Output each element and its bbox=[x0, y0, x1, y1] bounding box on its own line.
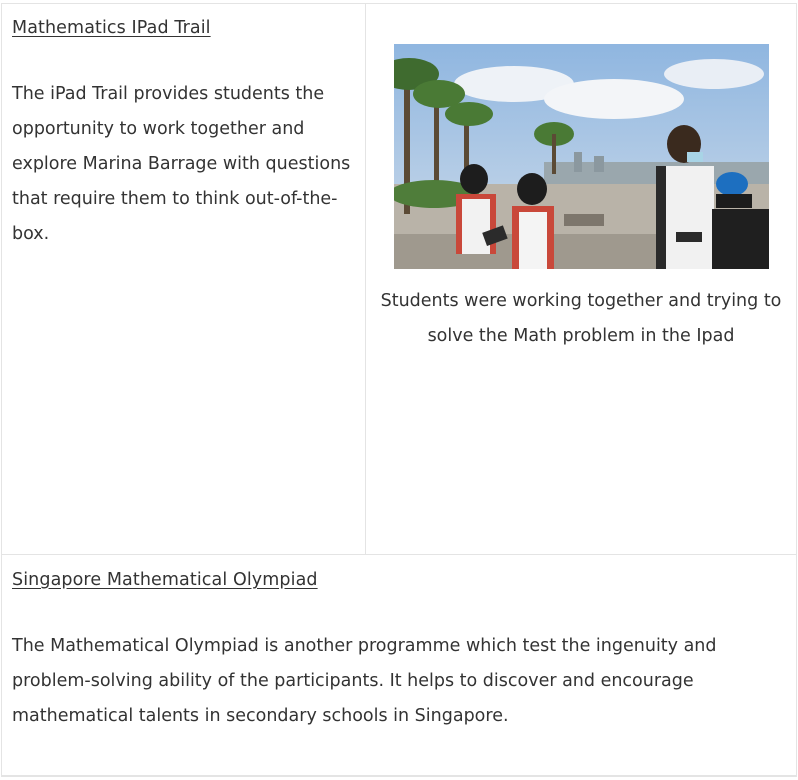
olympiad-description: The Mathematical Olympiad is another programme which test the ingenuity and problem-solving ability of the participants. It helps to discover and encourage mathematical talents in secondary schools in Singapore. bbox=[12, 636, 717, 726]
trail-photo-cell bbox=[366, 4, 796, 555]
olympiad-title-link[interactable]: Singapore Mathematical Olympiad bbox=[12, 570, 318, 590]
trail-description: The iPad Trail provides students the opportunity to work together and explore Marina Barrage with questions that require them to think out-of-the-box. bbox=[12, 84, 351, 244]
trail-text-cell bbox=[2, 4, 366, 555]
trail-title-link[interactable]: Mathematics IPad Trail bbox=[12, 18, 211, 38]
students-photo bbox=[394, 44, 769, 269]
olympiad-cell bbox=[2, 555, 796, 776]
content-table bbox=[1, 3, 797, 777]
photo-caption: Students were working together and trying to solve the Math problem in the Ipad bbox=[380, 291, 782, 346]
